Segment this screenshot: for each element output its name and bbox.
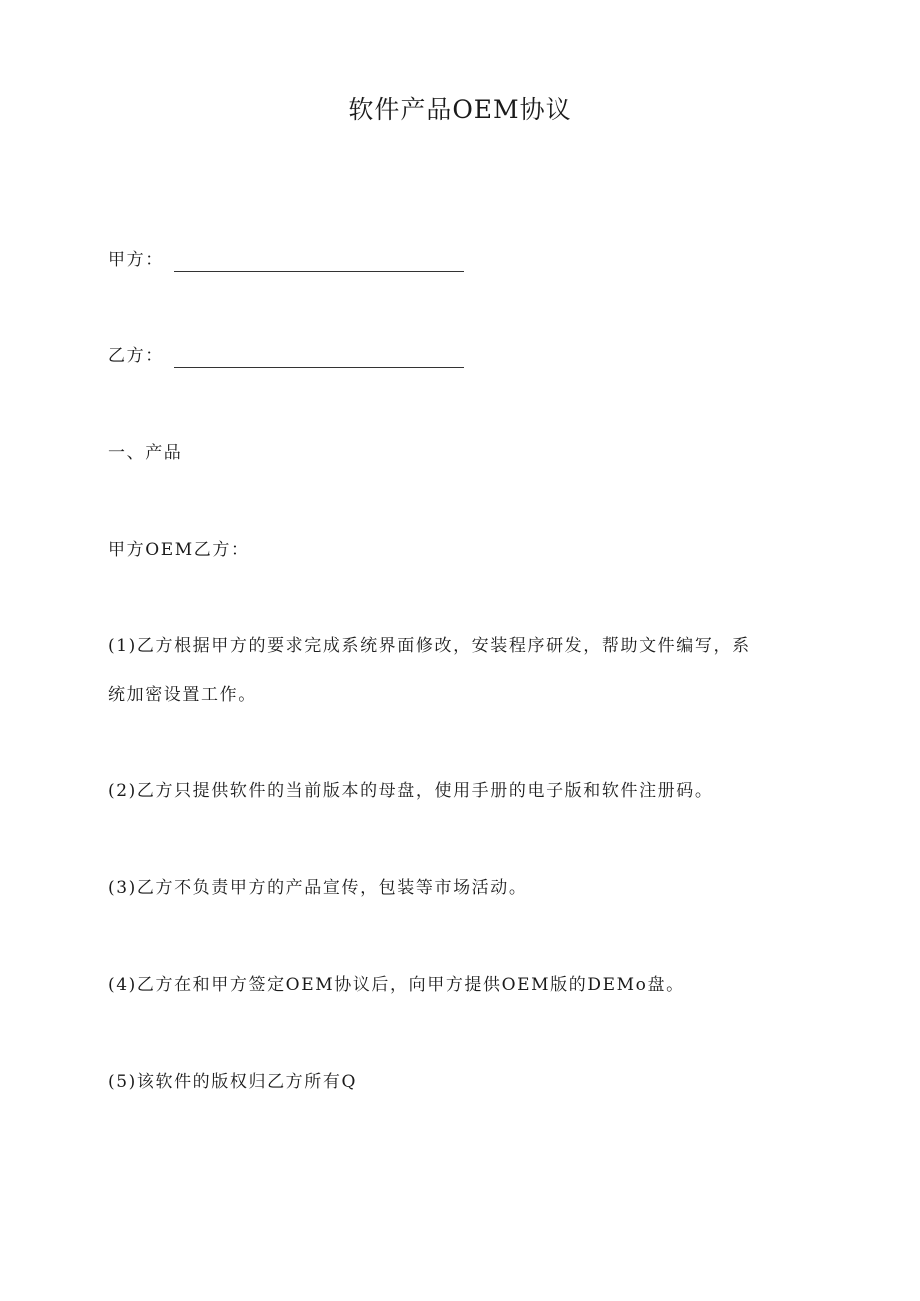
clause-3-line-1: (3)乙方不负责甲方的产品宣传，包装等市场活动。 bbox=[108, 878, 528, 898]
clause-item bbox=[108, 876, 808, 900]
party-b-blank bbox=[174, 347, 464, 368]
intro-line: 甲方OEM乙方： bbox=[108, 540, 250, 560]
party-b-line bbox=[108, 344, 464, 368]
clause-item bbox=[108, 779, 808, 803]
clause-item bbox=[108, 634, 808, 707]
clause-4-line-1: (4)乙方在和甲方签定OEM协议后，向甲方提供OEM版的DEMo盘。 bbox=[108, 975, 685, 995]
section-heading: 一、产品 bbox=[108, 443, 183, 463]
clause-5-line-1: (5)该软件的版权归乙方所有Q bbox=[108, 1072, 358, 1092]
clause-item bbox=[108, 973, 808, 997]
party-a-line bbox=[108, 248, 464, 272]
party-a-blank bbox=[174, 251, 464, 272]
clause-1-line-2: 统加密设置工作。 bbox=[108, 685, 257, 705]
clause-2-line-1: (2)乙方只提供软件的当前版本的母盘，使用手册的电子版和软件注册码。 bbox=[108, 781, 714, 801]
document-title: 软件产品OEM协议 bbox=[348, 95, 572, 124]
party-a-label: 甲方： bbox=[108, 250, 164, 270]
clause-item bbox=[108, 1070, 808, 1094]
party-b-label: 乙方： bbox=[108, 346, 164, 366]
clause-1-line-1: (1)乙方根据甲方的要求完成系统界面修改，安装程序研发，帮助文件编写，系 bbox=[108, 636, 751, 656]
